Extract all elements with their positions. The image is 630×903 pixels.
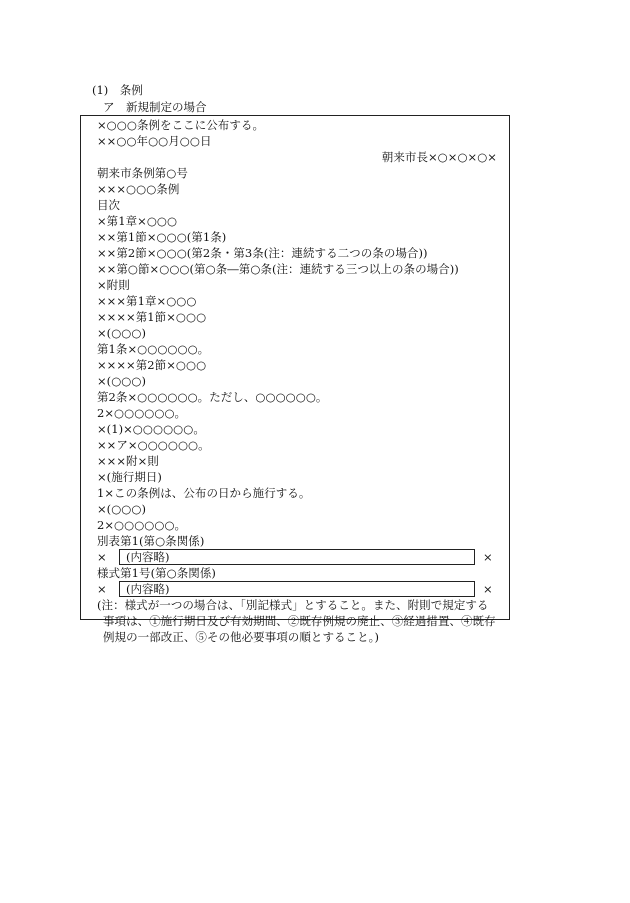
section-heading-line: ××××第2節×○○○ (97, 358, 207, 372)
paragraph-line: 2×○○○○○○。 (97, 406, 187, 420)
mayor-signature-line: 朝来市長×○×○×○× (381, 150, 497, 164)
article-caption: ×(○○○) (97, 374, 147, 388)
promulgation-line: ×○○○条例をここに公布する。 (97, 118, 264, 132)
note-line: 例規の一部改正、⑤その他必要事項の順とすること。) (103, 630, 379, 644)
toc-heading: 目次 (97, 198, 121, 212)
toc-item: ×第1章×○○○ (97, 214, 178, 228)
date-line: ××○○年○○月○○日 (97, 134, 212, 148)
appendix-table-label: 別表第1(第○条関係) (97, 534, 205, 548)
appendix-table-box: (内容略) (119, 549, 475, 565)
note-line: 事項は、①施行期日及び有効期間、②既存例規の廃止、③経過措置、④既存 (103, 614, 496, 628)
toc-item: ×附則 (97, 278, 130, 292)
article-line: 第1条×○○○○○○。 (97, 342, 210, 356)
form-left-mark: × (97, 582, 107, 596)
article-line: 第2条×○○○○○○。ただし、○○○○○○。 (97, 390, 328, 404)
paragraph-line: 2×○○○○○○。 (97, 518, 187, 532)
article-caption: ×(施行期日) (97, 470, 162, 484)
note-line: (注：様式が一つの場合は、「別記様式」とすること。また、附則で規定する (97, 598, 489, 612)
article-caption: ×(○○○) (97, 326, 147, 340)
ordinance-number: 朝来市条例第○号 (97, 166, 188, 180)
ordinance-template-box (80, 115, 510, 644)
toc-item: ××第2節×○○○(第2条・第3条(注：連続する二つの条の場合)) (97, 246, 428, 260)
table-left-mark: × (97, 550, 107, 564)
subsection-heading: ア 新規制定の場合 (103, 100, 207, 114)
chapter-heading: ×××第1章×○○○ (97, 294, 197, 308)
form-right-mark: × (483, 582, 493, 596)
supplementary-heading: ×××附×則 (97, 454, 159, 468)
item-line: ×(1)×○○○○○○。 (97, 422, 205, 436)
article-caption: ×(○○○) (97, 502, 147, 516)
section-heading: (1) 条例 (92, 83, 143, 97)
form-box: (内容略) (119, 581, 475, 597)
paragraph-line: 1×この条例は、公布の日から施行する。 (97, 486, 311, 500)
form-label: 様式第1号(第○条関係) (97, 566, 216, 580)
ordinance-title: ×××○○○条例 (97, 182, 180, 196)
table-right-mark: × (483, 550, 493, 564)
subitem-line: ××ア×○○○○○○。 (97, 438, 210, 452)
toc-item: ××第1節×○○○(第1条) (97, 230, 227, 244)
toc-item: ××第○節×○○○(第○条―第○条(注：連続する三つ以上の条の場合)) (97, 262, 459, 276)
section-heading-line: ××××第1節×○○○ (97, 310, 207, 324)
